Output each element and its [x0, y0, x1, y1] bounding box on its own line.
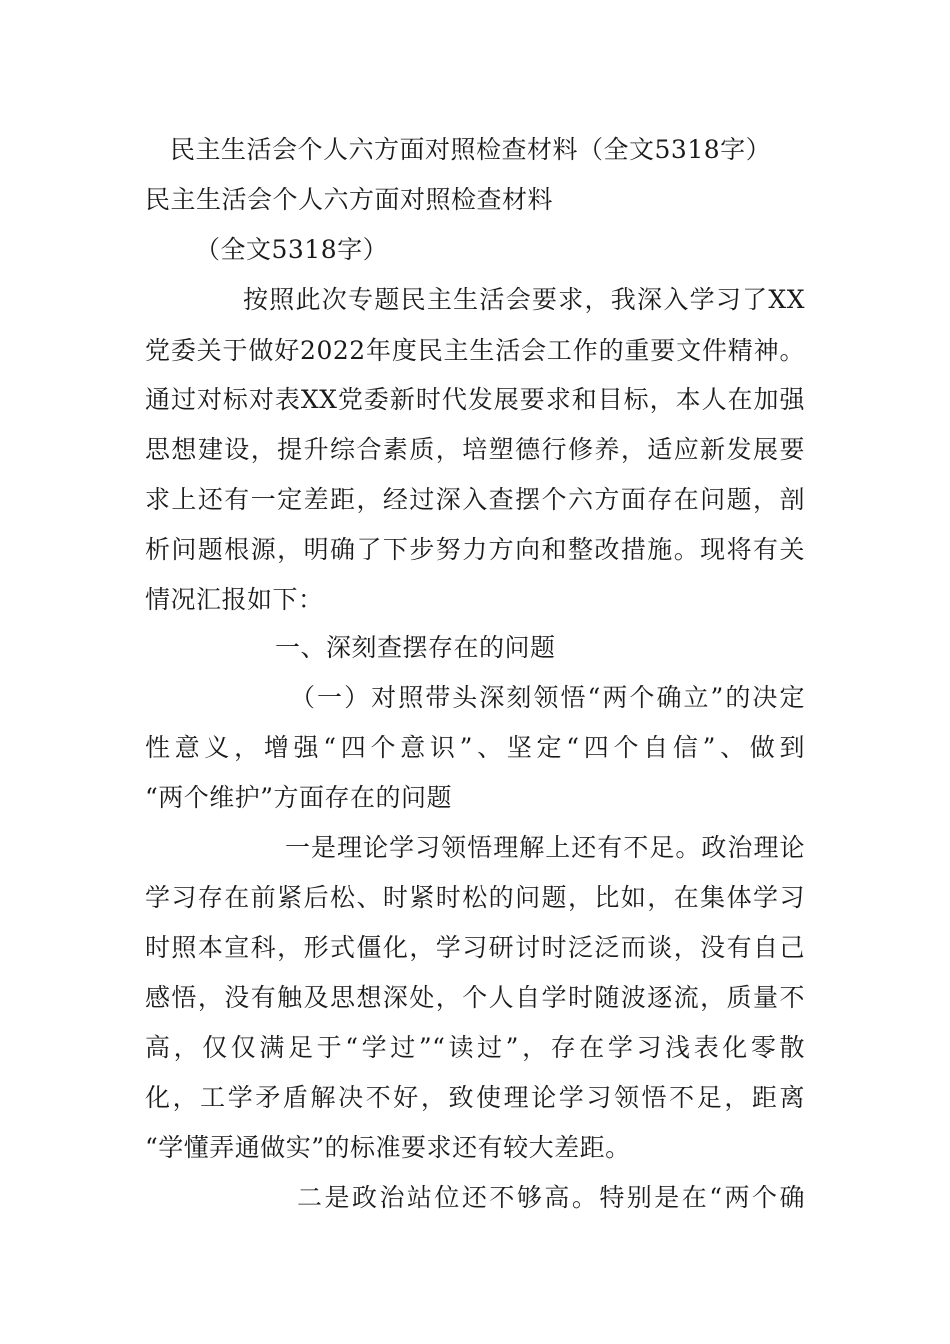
point-two-line: 二是政治站位还不够高。特别是在“两个确 — [297, 1183, 805, 1212]
document-subheading: （全文5318字） — [195, 235, 389, 264]
point-one-line: 高，仅仅满足于“学过”“读过”，存在学习浅表化零散 — [145, 1033, 805, 1062]
intro-line: 情况汇报如下： — [145, 585, 324, 614]
point-one-line: 化，工学矛盾解决不好，致使理论学习领悟不足，距离 — [145, 1083, 805, 1112]
intro-line: 求上还有一定差距，经过深入查摆个六方面存在问题，剖 — [145, 485, 805, 514]
subsection-one-line: 性意义，增强“四个意识”、坚定“四个自信”、做到 — [145, 733, 805, 762]
intro-line: 党委关于做好2022年度民主生活会工作的重要文件精神。 — [145, 336, 805, 365]
intro-line: 析问题根源，明确了下步努力方向和整改措施。现将有关 — [145, 535, 805, 564]
subsection-one-line: （一）对照带头深刻领悟“两个确立”的决定 — [290, 683, 805, 712]
document-title-line: 民主生活会个人六方面对照检查材料（全文5318字） — [170, 135, 772, 164]
subsection-one-line: “两个维护”方面存在的问题 — [145, 783, 453, 812]
point-one-line: 时照本宣科，形式僵化，学习研讨时泛泛而谈，没有自己 — [145, 933, 805, 962]
document-heading: 民主生活会个人六方面对照检查材料 — [145, 185, 554, 214]
intro-line: 按照此次专题民主生活会要求，我深入学习了XX — [243, 285, 805, 314]
point-one-line: 一是理论学习领悟理解上还有不足。政治理论 — [285, 833, 805, 862]
point-one-line: 感悟，没有触及思想深处，个人自学时随波逐流，质量不 — [145, 983, 805, 1012]
point-one-line: “学懂弄通做实”的标准要求还有较大差距。 — [145, 1133, 631, 1162]
section-one-title: 一、深刻查摆存在的问题 — [275, 633, 556, 662]
point-one-line: 学习存在前紧后松、时紧时松的问题，比如，在集体学习 — [145, 883, 805, 912]
intro-line: 通过对标对表XX党委新时代发展要求和目标，本人在加强 — [145, 385, 805, 414]
intro-line: 思想建设，提升综合素质，培塑德行修养，适应新发展要 — [145, 435, 805, 464]
